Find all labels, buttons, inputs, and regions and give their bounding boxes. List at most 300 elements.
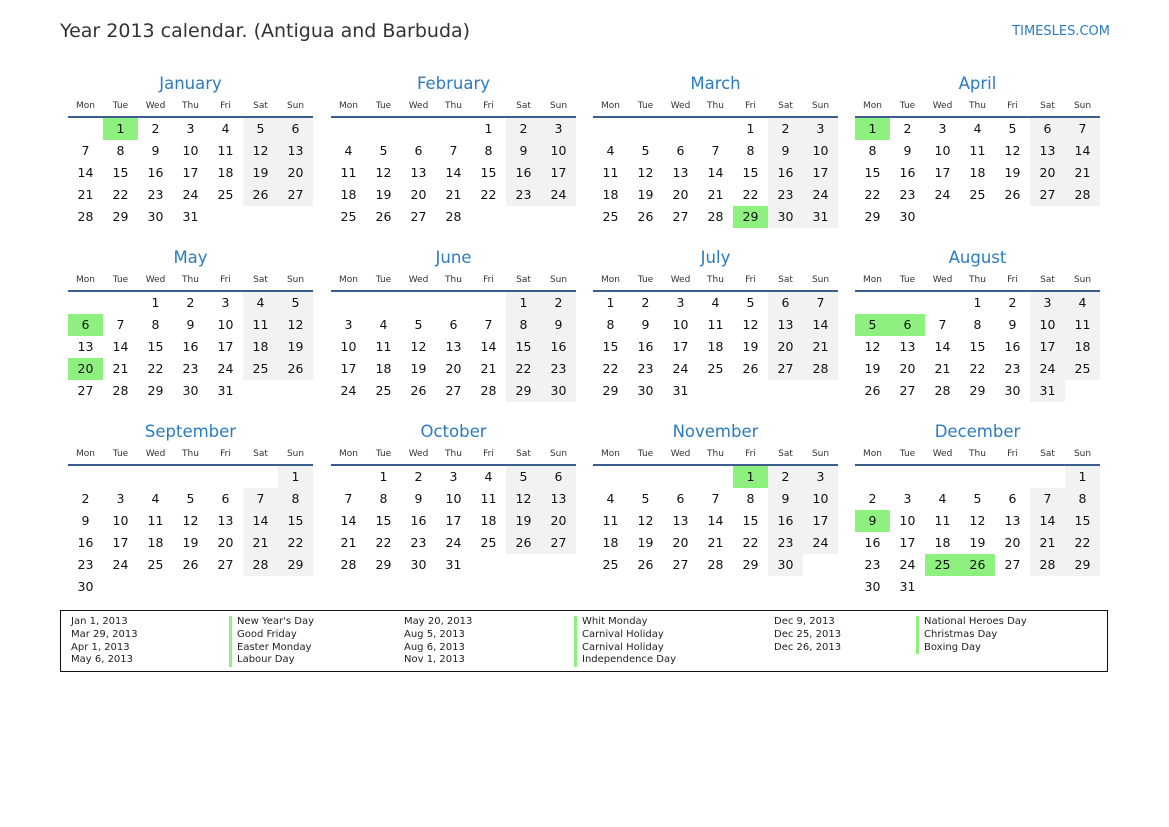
day-cell: 2 bbox=[868, 491, 877, 506]
day-cell: 15 bbox=[375, 513, 392, 528]
month-name: October bbox=[420, 422, 487, 441]
empty-day-cell bbox=[103, 466, 138, 488]
empty-day-cell bbox=[173, 466, 208, 488]
week-row bbox=[68, 466, 313, 488]
weekday-label: Sat bbox=[1040, 275, 1055, 285]
day-cell: 22 bbox=[969, 361, 986, 376]
day-cell: 8 bbox=[116, 143, 125, 158]
day-cell: 15 bbox=[742, 165, 759, 180]
holiday-name: Labour Day bbox=[229, 654, 314, 667]
holiday-day-cell: 1 bbox=[103, 118, 138, 140]
day-cell: 12 bbox=[637, 165, 654, 180]
day-cell: 8 bbox=[1065, 488, 1100, 510]
day-cell: 15 bbox=[602, 339, 619, 354]
day-cell: 29 bbox=[1065, 554, 1100, 576]
month-name: January bbox=[159, 74, 222, 93]
day-cell: 15 bbox=[864, 165, 881, 180]
day-cell: 8 bbox=[484, 143, 493, 158]
empty-day-cell bbox=[855, 466, 890, 488]
day-cell: 13 bbox=[1030, 140, 1065, 162]
day-cell: 14 bbox=[243, 510, 278, 532]
week-row bbox=[68, 336, 313, 358]
day-cell: 22 bbox=[742, 187, 759, 202]
month-name: August bbox=[948, 248, 1007, 267]
day-cell: 17 bbox=[112, 535, 129, 550]
day-cell: 23 bbox=[77, 557, 94, 572]
day-grid bbox=[331, 466, 576, 576]
day-cell: 27 bbox=[899, 383, 916, 398]
weekday-label: Wed bbox=[932, 275, 953, 285]
month-april bbox=[855, 74, 1100, 228]
day-cell: 2 bbox=[768, 118, 803, 140]
day-cell: 2 bbox=[151, 121, 160, 136]
day-cell: 16 bbox=[768, 162, 803, 184]
empty-day-cell bbox=[1030, 466, 1065, 488]
day-cell: 5 bbox=[746, 295, 755, 310]
empty-day-cell bbox=[243, 206, 278, 228]
day-cell: 10 bbox=[1030, 314, 1065, 336]
day-cell: 23 bbox=[864, 557, 881, 572]
empty-day-cell bbox=[366, 118, 401, 140]
day-cell: 6 bbox=[541, 466, 576, 488]
week-row bbox=[593, 358, 838, 380]
day-cell: 18 bbox=[480, 513, 497, 528]
weekday-label: Sat bbox=[778, 275, 793, 285]
day-cell: 7 bbox=[803, 292, 838, 314]
month-march bbox=[593, 74, 838, 228]
day-cell: 21 bbox=[445, 187, 462, 202]
day-cell: 2 bbox=[1008, 295, 1017, 310]
day-grid bbox=[68, 118, 313, 228]
day-cell: 26 bbox=[243, 184, 278, 206]
day-cell: 19 bbox=[969, 535, 986, 550]
day-cell: 28 bbox=[934, 383, 951, 398]
day-cell: 24 bbox=[803, 184, 838, 206]
weekday-label: Tue bbox=[375, 449, 392, 459]
week-row bbox=[855, 184, 1100, 206]
day-cell: 14 bbox=[340, 513, 357, 528]
holiday-day-cell: 9 bbox=[855, 510, 890, 532]
day-cell: 29 bbox=[278, 554, 313, 576]
day-cell: 6 bbox=[449, 317, 458, 332]
weekday-label: Sat bbox=[1040, 101, 1055, 111]
day-grid bbox=[855, 118, 1100, 228]
empty-day-cell bbox=[698, 118, 733, 140]
day-cell: 15 bbox=[112, 165, 129, 180]
weekday-label: Sat bbox=[1040, 449, 1055, 459]
weekday-label: Sun bbox=[811, 275, 830, 285]
day-cell: 13 bbox=[278, 140, 313, 162]
day-cell: 17 bbox=[217, 339, 234, 354]
weekday-header bbox=[593, 270, 838, 292]
day-cell: 5 bbox=[186, 491, 195, 506]
week-row bbox=[331, 140, 576, 162]
day-cell: 16 bbox=[1004, 339, 1021, 354]
day-cell: 27 bbox=[768, 358, 803, 380]
week-row bbox=[593, 336, 838, 358]
day-cell: 14 bbox=[803, 314, 838, 336]
day-cell: 21 bbox=[934, 361, 951, 376]
day-cell: 17 bbox=[803, 162, 838, 184]
day-cell: 6 bbox=[1008, 491, 1017, 506]
day-cell: 30 bbox=[182, 383, 199, 398]
day-cell: 8 bbox=[606, 317, 615, 332]
day-cell: 31 bbox=[899, 579, 916, 594]
day-cell: 19 bbox=[864, 361, 881, 376]
day-cell: 8 bbox=[868, 143, 877, 158]
day-cell: 23 bbox=[506, 184, 541, 206]
day-cell: 4 bbox=[151, 491, 160, 506]
holiday-day-cell: 1 bbox=[855, 118, 890, 140]
empty-day-cell bbox=[960, 466, 995, 488]
day-cell: 23 bbox=[541, 358, 576, 380]
weekday-label: Thu bbox=[707, 101, 724, 111]
weekday-label: Wed bbox=[670, 449, 691, 459]
day-cell: 10 bbox=[340, 339, 357, 354]
weekday-label: Sat bbox=[516, 449, 531, 459]
day-cell: 1 bbox=[973, 295, 982, 310]
day-cell: 15 bbox=[480, 165, 497, 180]
day-cell: 6 bbox=[221, 491, 230, 506]
weekday-header bbox=[68, 270, 313, 292]
day-cell: 17 bbox=[340, 361, 357, 376]
weekday-label: Fri bbox=[1007, 101, 1018, 111]
day-cell: 27 bbox=[1030, 184, 1065, 206]
day-cell: 24 bbox=[541, 184, 576, 206]
day-cell: 27 bbox=[217, 557, 234, 572]
week-row bbox=[331, 314, 576, 336]
day-cell: 12 bbox=[637, 513, 654, 528]
day-cell: 19 bbox=[410, 361, 427, 376]
day-cell: 8 bbox=[151, 317, 160, 332]
day-cell: 2 bbox=[81, 491, 90, 506]
day-cell: 16 bbox=[182, 339, 199, 354]
day-cell: 3 bbox=[541, 118, 576, 140]
month-november bbox=[593, 422, 838, 576]
weekday-label: Wed bbox=[670, 101, 691, 111]
empty-day-cell bbox=[243, 576, 278, 598]
empty-day-cell bbox=[208, 576, 243, 598]
brand-link[interactable]: TIMESLES.COM bbox=[1012, 24, 1110, 39]
day-cell: 3 bbox=[803, 118, 838, 140]
empty-day-cell bbox=[698, 380, 733, 402]
day-cell: 21 bbox=[707, 187, 724, 202]
day-cell: 22 bbox=[278, 532, 313, 554]
day-cell: 28 bbox=[1065, 184, 1100, 206]
day-cell: 19 bbox=[506, 510, 541, 532]
weekday-label: Tue bbox=[112, 449, 129, 459]
day-cell: 15 bbox=[278, 510, 313, 532]
empty-day-cell bbox=[243, 380, 278, 402]
empty-day-cell bbox=[628, 466, 663, 488]
week-row bbox=[68, 576, 313, 598]
day-cell: 5 bbox=[414, 317, 423, 332]
day-cell: 31 bbox=[182, 209, 199, 224]
weekday-label: Wed bbox=[408, 101, 429, 111]
empty-day-cell bbox=[138, 576, 173, 598]
month-name: May bbox=[173, 248, 208, 267]
weekday-label: Tue bbox=[375, 275, 392, 285]
day-cell: 15 bbox=[147, 339, 164, 354]
weekday-label: Wed bbox=[408, 275, 429, 285]
day-cell: 22 bbox=[480, 187, 497, 202]
weekday-label: Fri bbox=[1007, 449, 1018, 459]
empty-day-cell bbox=[1030, 206, 1065, 228]
day-cell: 8 bbox=[506, 314, 541, 336]
day-cell: 7 bbox=[243, 488, 278, 510]
day-cell: 9 bbox=[506, 140, 541, 162]
day-cell: 27 bbox=[77, 383, 94, 398]
empty-day-cell bbox=[471, 554, 506, 576]
day-cell: 5 bbox=[243, 118, 278, 140]
month-name: June bbox=[435, 248, 472, 267]
day-cell: 13 bbox=[1004, 513, 1021, 528]
day-cell: 4 bbox=[484, 469, 493, 484]
day-cell: 9 bbox=[541, 314, 576, 336]
day-cell: 31 bbox=[1030, 380, 1065, 402]
weekday-label: Mon bbox=[863, 275, 882, 285]
weekday-label: Wed bbox=[932, 449, 953, 459]
day-cell: 2 bbox=[903, 121, 912, 136]
week-row bbox=[593, 380, 838, 402]
day-cell: 19 bbox=[278, 336, 313, 358]
week-row bbox=[331, 358, 576, 380]
week-row bbox=[68, 488, 313, 510]
day-cell: 1 bbox=[278, 466, 313, 488]
day-cell: 10 bbox=[541, 140, 576, 162]
day-cell: 12 bbox=[742, 317, 759, 332]
month-august bbox=[855, 248, 1100, 402]
day-cell: 1 bbox=[379, 469, 388, 484]
empty-day-cell bbox=[541, 554, 576, 576]
day-cell: 17 bbox=[899, 535, 916, 550]
day-cell: 18 bbox=[602, 535, 619, 550]
weekday-header bbox=[331, 444, 576, 466]
day-cell: 29 bbox=[602, 383, 619, 398]
weekday-label: Tue bbox=[637, 101, 654, 111]
day-cell: 3 bbox=[803, 466, 838, 488]
day-cell: 24 bbox=[934, 187, 951, 202]
day-cell: 25 bbox=[602, 209, 619, 224]
week-row bbox=[593, 488, 838, 510]
empty-day-cell bbox=[68, 466, 103, 488]
weekday-label: Thu bbox=[445, 275, 462, 285]
weekday-label: Wed bbox=[145, 101, 166, 111]
day-cell: 14 bbox=[707, 165, 724, 180]
day-cell: 9 bbox=[1008, 317, 1017, 332]
day-cell: 7 bbox=[1030, 488, 1065, 510]
day-cell: 4 bbox=[606, 491, 615, 506]
day-cell: 5 bbox=[278, 292, 313, 314]
day-cell: 10 bbox=[803, 140, 838, 162]
day-cell: 29 bbox=[864, 209, 881, 224]
weekday-label: Mon bbox=[339, 101, 358, 111]
day-cell: 24 bbox=[803, 532, 838, 554]
holiday-day-cell: 1 bbox=[733, 466, 768, 488]
day-cell: 16 bbox=[147, 165, 164, 180]
day-cell: 14 bbox=[934, 339, 951, 354]
month-october bbox=[331, 422, 576, 576]
day-cell: 9 bbox=[414, 491, 423, 506]
day-cell: 31 bbox=[672, 383, 689, 398]
day-cell: 31 bbox=[445, 557, 462, 572]
week-row bbox=[68, 162, 313, 184]
day-cell: 28 bbox=[480, 383, 497, 398]
day-cell: 6 bbox=[1030, 118, 1065, 140]
day-cell: 21 bbox=[340, 535, 357, 550]
empty-day-cell bbox=[401, 118, 436, 140]
day-cell: 22 bbox=[864, 187, 881, 202]
empty-day-cell bbox=[103, 576, 138, 598]
day-cell: 30 bbox=[899, 209, 916, 224]
weekday-label: Sat bbox=[516, 275, 531, 285]
day-cell: 26 bbox=[410, 383, 427, 398]
week-row bbox=[593, 292, 838, 314]
weekday-label: Fri bbox=[483, 275, 494, 285]
day-cell: 6 bbox=[278, 118, 313, 140]
empty-day-cell bbox=[925, 292, 960, 314]
day-cell: 18 bbox=[1065, 336, 1100, 358]
day-cell: 11 bbox=[602, 513, 619, 528]
day-cell: 5 bbox=[379, 143, 388, 158]
day-cell: 18 bbox=[934, 535, 951, 550]
day-cell: 20 bbox=[768, 336, 803, 358]
holiday-date: Aug 6, 2013 bbox=[404, 641, 465, 653]
week-row bbox=[593, 532, 838, 554]
day-cell: 14 bbox=[112, 339, 129, 354]
day-cell: 4 bbox=[938, 491, 947, 506]
weekday-label: Thu bbox=[969, 101, 986, 111]
day-grid bbox=[593, 118, 838, 228]
weekday-label: Wed bbox=[932, 101, 953, 111]
holiday-day-cell: 20 bbox=[68, 358, 103, 380]
weekday-label: Mon bbox=[863, 449, 882, 459]
day-cell: 21 bbox=[480, 361, 497, 376]
week-row bbox=[331, 466, 576, 488]
day-cell: 26 bbox=[742, 361, 759, 376]
day-cell: 17 bbox=[445, 513, 462, 528]
weekday-label: Mon bbox=[76, 449, 95, 459]
week-row bbox=[855, 510, 1100, 532]
week-row bbox=[855, 380, 1100, 402]
week-row bbox=[855, 358, 1100, 380]
day-cell: 18 bbox=[969, 165, 986, 180]
week-row bbox=[331, 510, 576, 532]
day-cell: 15 bbox=[969, 339, 986, 354]
week-row bbox=[68, 510, 313, 532]
day-cell: 10 bbox=[445, 491, 462, 506]
day-cell: 4 bbox=[606, 143, 615, 158]
day-cell: 24 bbox=[182, 187, 199, 202]
day-cell: 1 bbox=[1065, 466, 1100, 488]
empty-day-cell bbox=[698, 466, 733, 488]
empty-day-cell bbox=[890, 292, 925, 314]
holiday-day-cell: 25 bbox=[925, 554, 960, 576]
holiday-name-column bbox=[229, 616, 314, 667]
day-cell: 25 bbox=[602, 557, 619, 572]
day-grid bbox=[68, 292, 313, 402]
day-cell: 24 bbox=[340, 383, 357, 398]
day-cell: 23 bbox=[768, 184, 803, 206]
day-cell: 5 bbox=[1008, 121, 1017, 136]
weekday-label: Sat bbox=[253, 449, 268, 459]
day-cell: 28 bbox=[243, 554, 278, 576]
day-cell: 29 bbox=[375, 557, 392, 572]
weekday-label: Sun bbox=[286, 275, 305, 285]
day-grid bbox=[331, 292, 576, 402]
empty-day-cell bbox=[628, 118, 663, 140]
day-cell: 3 bbox=[344, 317, 353, 332]
day-cell: 11 bbox=[480, 491, 497, 506]
day-cell: 24 bbox=[445, 535, 462, 550]
day-cell: 4 bbox=[221, 121, 230, 136]
day-cell: 25 bbox=[1065, 358, 1100, 380]
weekday-label: Thu bbox=[182, 275, 199, 285]
weekday-label: Sun bbox=[1073, 101, 1092, 111]
weekday-label: Fri bbox=[220, 101, 231, 111]
week-row bbox=[593, 184, 838, 206]
day-cell: 24 bbox=[112, 557, 129, 572]
day-cell: 2 bbox=[541, 292, 576, 314]
day-cell: 18 bbox=[375, 361, 392, 376]
day-cell: 4 bbox=[379, 317, 388, 332]
empty-day-cell bbox=[471, 206, 506, 228]
day-cell: 27 bbox=[1004, 557, 1021, 572]
day-cell: 11 bbox=[969, 143, 986, 158]
weekday-label: Sat bbox=[253, 101, 268, 111]
day-grid bbox=[593, 466, 838, 576]
day-cell: 2 bbox=[186, 295, 195, 310]
day-cell: 22 bbox=[375, 535, 392, 550]
day-cell: 2 bbox=[768, 466, 803, 488]
day-cell: 20 bbox=[445, 361, 462, 376]
holiday-name: Carnival Holiday bbox=[574, 629, 676, 642]
day-cell: 14 bbox=[1065, 140, 1100, 162]
week-row bbox=[331, 488, 576, 510]
day-cell: 10 bbox=[182, 143, 199, 158]
day-cell: 16 bbox=[77, 535, 94, 550]
day-cell: 13 bbox=[541, 488, 576, 510]
empty-day-cell bbox=[593, 118, 628, 140]
day-cell: 19 bbox=[637, 535, 654, 550]
holiday-date-column bbox=[71, 616, 138, 667]
weekday-header bbox=[593, 96, 838, 118]
holiday-date: Dec 9, 2013 bbox=[774, 616, 835, 627]
day-cell: 13 bbox=[77, 339, 94, 354]
day-cell: 9 bbox=[768, 488, 803, 510]
day-cell: 7 bbox=[81, 143, 90, 158]
empty-day-cell bbox=[593, 466, 628, 488]
weekday-label: Mon bbox=[601, 275, 620, 285]
day-cell: 25 bbox=[480, 535, 497, 550]
month-name: December bbox=[934, 422, 1021, 441]
empty-day-cell bbox=[506, 554, 541, 576]
weekday-label: Tue bbox=[899, 449, 916, 459]
day-cell: 1 bbox=[151, 295, 160, 310]
day-cell: 29 bbox=[112, 209, 129, 224]
holiday-date-column bbox=[404, 616, 472, 667]
weekday-label: Sun bbox=[1073, 275, 1092, 285]
day-cell: 12 bbox=[506, 488, 541, 510]
month-july bbox=[593, 248, 838, 402]
day-cell: 16 bbox=[506, 162, 541, 184]
day-cell: 2 bbox=[641, 295, 650, 310]
holiday-date-column bbox=[774, 616, 841, 654]
day-cell: 30 bbox=[864, 579, 881, 594]
weekday-label: Fri bbox=[220, 275, 231, 285]
day-cell: 9 bbox=[768, 140, 803, 162]
empty-day-cell bbox=[401, 292, 436, 314]
